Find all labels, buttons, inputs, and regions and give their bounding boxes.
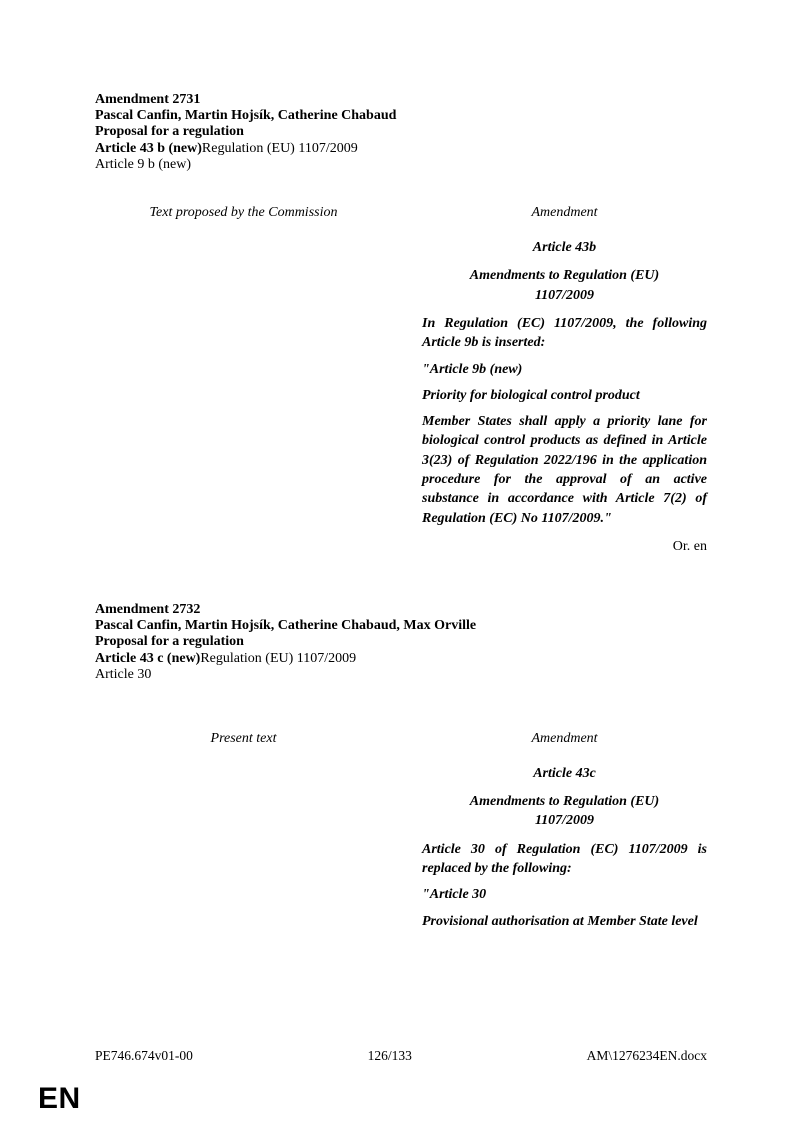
amendment-paragraph: Provisional authorisation at Member State level xyxy=(422,913,698,929)
footer-page-number: 126/133 xyxy=(367,1048,412,1063)
amendment-authors: Pascal Canfin, Martin Hojsík, Catherine Chabaud, Max Orville xyxy=(95,618,477,634)
amendment-text-column xyxy=(422,205,707,535)
two-column-comparison xyxy=(95,205,707,535)
amendment-section-2731 xyxy=(95,92,707,556)
column-header-right: Amendment xyxy=(531,731,598,746)
page-content xyxy=(95,92,707,938)
article-reference xyxy=(95,651,707,667)
amendment-paragraph: Priority for biological control product xyxy=(422,387,640,403)
proposal-heading: Proposal for a regulation xyxy=(95,124,244,140)
commission-text-column xyxy=(95,205,392,535)
amendment-header xyxy=(95,92,707,173)
column-header-left: Present text xyxy=(210,731,277,746)
article-reference-line2: Article 30 xyxy=(95,666,152,682)
two-column-comparison xyxy=(95,731,707,938)
amendment-paragraph: In Regulation (EC) 1107/2009, the following Article 9b is inserted: xyxy=(422,315,707,351)
article-reference-regular: Regulation (EU) 1107/2009 xyxy=(200,650,357,666)
amendment-subject-heading: Amendments to Regulation (EU) 1107/2009 xyxy=(469,268,660,303)
article-reference xyxy=(95,141,707,157)
amendment-authors: Pascal Canfin, Martin Hojsík, Catherine Chabaud xyxy=(95,108,397,124)
amendment-number: Amendment 2731 xyxy=(95,92,201,107)
page-footer xyxy=(95,1048,707,1064)
amendment-paragraph: Article 30 of Regulation (EC) 1107/2009 is replaced by the following: xyxy=(422,841,707,877)
amendment-paragraph: "Article 30 xyxy=(422,887,487,903)
amendment-subject-heading: Amendments to Regulation (EU) 1107/2009 xyxy=(469,794,660,829)
column-header-right: Amendment xyxy=(531,205,598,221)
amendment-number: Amendment 2732 xyxy=(95,601,201,617)
article-reference-bold: Article 43 b (new) xyxy=(95,140,202,156)
present-text-column xyxy=(95,731,392,938)
column-header-left: Text proposed by the Commission xyxy=(149,205,338,221)
origin-marker: Or. en xyxy=(672,539,707,555)
amendment-paragraph: "Article 9b (new) xyxy=(422,361,523,377)
proposal-heading: Proposal for a regulation xyxy=(95,634,244,650)
article-reference-bold: Article 43 c (new) xyxy=(95,650,201,666)
amendment-text-column xyxy=(422,731,707,938)
amendment-header xyxy=(95,602,707,683)
amendment-section-2732 xyxy=(95,602,707,938)
amendment-article-heading: Article 43c xyxy=(533,765,596,781)
amendment-article-heading: Article 43b xyxy=(532,239,597,255)
amendment-paragraph: Member States shall apply a priority lane for biological control products as defined in Article 3(23) of Regulation 2022/196 in the application procedure for the approval of an active substance in accordance with Article 7(2) of Regulation (EC) No 1107/2009." xyxy=(422,414,707,526)
article-reference-regular: Regulation (EU) 1107/2009 xyxy=(201,140,358,156)
footer-doc-reference: PE746.674v01-00 xyxy=(95,1048,193,1063)
footer-file-name: AM\1276234EN.docx xyxy=(586,1048,707,1063)
language-marker: EN xyxy=(38,1082,81,1115)
article-reference-line2: Article 9 b (new) xyxy=(95,156,192,172)
